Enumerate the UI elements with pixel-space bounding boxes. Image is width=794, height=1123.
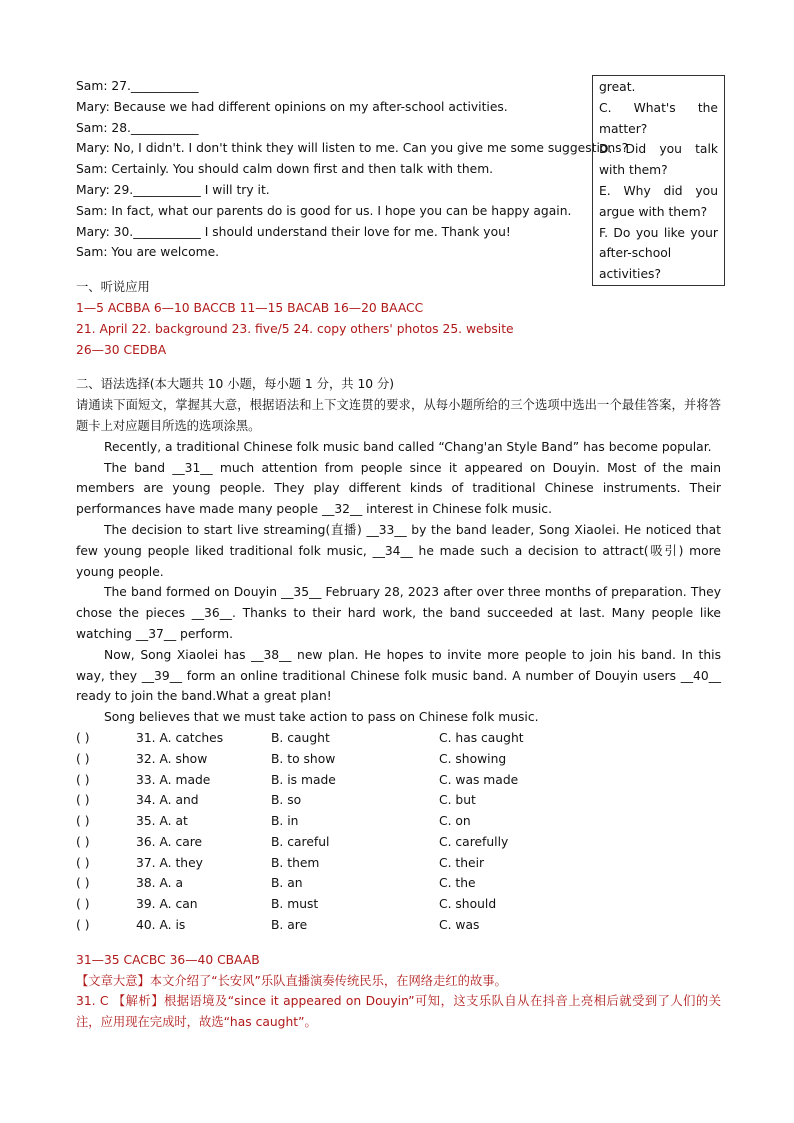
option-c: C. their [439,855,485,870]
option-a: 39. A. can [136,897,198,912]
passage-summary: 【文章大意】本文介绍了“长安风”乐队直播演奏传统民乐，在网络走红的故事。 [76,973,507,988]
option-text: great. [599,80,636,94]
option-b: B. must [271,897,319,912]
instruction-text: 请通读下面短文，掌握其大意，根据语法和上下文连贯的要求，从每小题所给的三个选项中选出一个最佳答案，并将答题卡上对应题目所选的选项涂黑。 [76,398,721,433]
option-a: 34. A. and [136,793,199,808]
passage-paragraph: Song believes that we must take action to pass on Chinese folk music. [104,710,539,725]
option-b: B. so [271,793,302,808]
option-text: C. What's the matter? [599,100,718,136]
option-c: C. showing [439,751,507,766]
question-list [76,728,721,936]
section-grammar [76,374,721,1033]
option-text: D. Did you talk with them? [599,142,718,178]
question-row [76,770,721,791]
question-row [76,811,721,832]
passage-paragraph: The band __31__ much attention from people since it appeared on Douyin. Most of the main members are young people. They play different kinds of traditional Chinese instruments. Their performances have made many people __32__ interest in Chinese folk music. [76,460,721,517]
dialogue-line: Mary: No, I didn't. I don't think they will listen to me. Can you give me some suggestions? [76,141,629,156]
answer-blank: ( ) [76,793,90,808]
answer-blank: ( ) [76,876,90,891]
option-a: 40. A. is [136,918,186,933]
option-c: C. carefully [439,834,509,849]
answer-blank: ( ) [76,834,90,849]
answer-blank: ( ) [76,918,90,933]
answer-blank: ( ) [76,897,90,912]
explanation-31: 31. C 【解析】根据语境及“since it appeared on Douyin”可知，这支乐队自从在抖音上亮相后就受到了人们的关注，应用现在完成时，故选“has caught”。 [76,994,721,1030]
answer-blank: ( ) [76,772,90,787]
option-c: C. the [439,876,476,891]
option-a: 37. A. they [136,855,203,870]
option-c: C. but [439,793,476,808]
dialogue-line: Sam: Certainly. You should calm down first and then talk with them. [76,162,494,177]
answer-blank: ( ) [76,730,90,745]
question-row [76,790,721,811]
question-row [76,915,721,936]
option-c: C. was [439,918,480,933]
passage-paragraph: Now, Song Xiaolei has __38__ new plan. He hopes to invite more people to join his band. In this way, they __39__ form an online traditional Chinese folk music band. A number of Douyin users __40__ ready to join the band.What a great plan! [76,647,721,704]
option-a: 35. A. at [136,814,188,829]
option-c: C. should [439,897,497,912]
option-c: C. on [439,814,471,829]
option-c: C. has caught [439,730,524,745]
answer-line: 1—5 ACBBA 6—10 BACCB 11—15 BACAB 16—20 BAACC [76,300,424,315]
option-b: B. caught [271,730,330,745]
options-box [592,75,725,286]
option-a: 36. A. care [136,834,203,849]
option-c: C. was made [439,772,519,787]
question-row [76,832,721,853]
option-a: 38. A. a [136,876,184,891]
option-b: B. them [271,855,320,870]
section-listening [76,277,721,360]
question-row [76,873,721,894]
option-b: B. an [271,876,303,891]
dialogue-line: Sam: 28.___________ [76,120,199,135]
answer-line: 21. April 22. background 23. five/5 24. copy others' photos 25. website [76,321,514,336]
question-row [76,749,721,770]
dialogue-line: Mary: Because we had different opinions on my after-school activities. [76,99,508,114]
section-title: 一、听说应用 [76,280,150,295]
section-title: 二、语法选择(本大题共 10 小题，每小题 1 分，共 10 分) [76,377,395,392]
answer-key: 31—35 CACBC 36—40 CBAAB [76,952,260,967]
question-row [76,853,721,874]
option-a: 31. A. catches [136,730,224,745]
passage-paragraph: Recently, a traditional Chinese folk music band called “Chang'an Style Band” has become popular. [104,439,712,454]
dialogue-line: Mary: 30.___________ I should understand their love for me. Thank you! [76,224,511,239]
dialogue-line: Mary: 29.___________ I will try it. [76,182,270,197]
option-b: B. in [271,814,299,829]
option-b: B. careful [271,834,330,849]
option-b: B. are [271,918,308,933]
option-text: F. Do you like your after-school activities? [599,225,718,282]
dialogue-line: Sam: You are welcome. [76,245,220,260]
passage-paragraph: The decision to start live streaming(直播) __33__ by the band leader, Song Xiaolei. He noticed that few young people liked traditional folk music, __34__ he made such a decision to attract(吸引) more young people. [76,522,721,579]
option-a: 33. A. made [136,772,211,787]
dialogue-line: Sam: 27.___________ [76,79,199,93]
answer-line: 26—30 CEDBA [76,342,167,357]
option-b: B. to show [271,751,336,766]
option-a: 32. A. show [136,751,208,766]
question-row [76,728,721,749]
answer-blank: ( ) [76,814,90,829]
dialogue-line: Sam: In fact, what our parents do is good for us. I hope you can be happy again. [76,203,572,218]
answer-blank: ( ) [76,855,90,870]
passage-paragraph: The band formed on Douyin __35__ February 28, 2023 after over three months of preparation. They chose the pieces __36__. Thanks to their hard work, the band succeeded at last. Many people like watching __37__ perform. [76,585,721,641]
question-row [76,894,721,915]
answer-blank: ( ) [76,751,90,766]
option-text: E. Why did you argue with them? [599,183,718,219]
option-b: B. is made [271,772,336,787]
